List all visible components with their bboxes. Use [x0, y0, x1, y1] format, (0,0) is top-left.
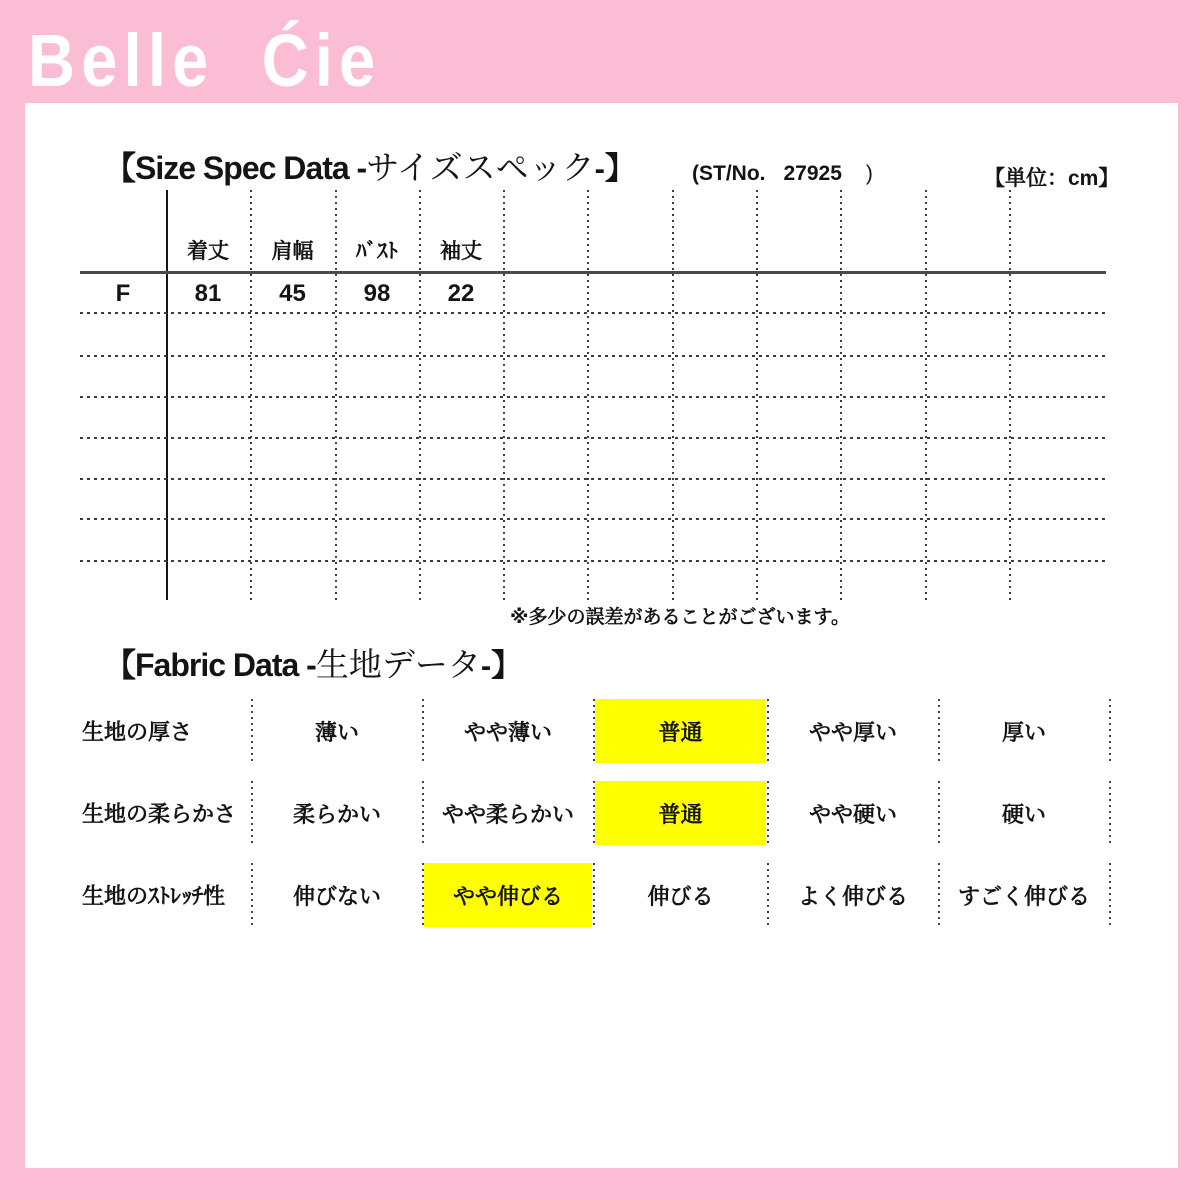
fabric-option: 伸びない: [292, 883, 381, 909]
size-title-en: 【Size Spec Data -: [104, 150, 367, 186]
separator: [1109, 781, 1111, 845]
gridline-horizontal: [80, 312, 1106, 314]
size-value-bust: 98: [363, 280, 391, 307]
gridline-vertical: [840, 190, 842, 600]
fabric-option: すごく伸びる: [957, 883, 1090, 909]
size-value-shoulder: 45: [279, 280, 306, 307]
fabric-option: よく伸びる: [797, 883, 908, 909]
style-number-value: 27925: [783, 162, 842, 185]
size-title-jp: サイズスペック: [366, 149, 595, 186]
gridline-vertical: [503, 190, 505, 600]
gridline-vertical: [1009, 190, 1011, 600]
fabric-option: やや柔らかい: [441, 801, 574, 827]
fabric-option: 伸びる: [647, 883, 714, 909]
fabric-option-selected: やや伸びる: [424, 863, 592, 927]
fabric-row-stretch: [0, 863, 1200, 927]
size-section-title: [104, 142, 636, 189]
column-header-length: 着丈: [187, 240, 229, 263]
fabric-section-title: [104, 639, 522, 686]
column-header-bust: ﾊﾞｽﾄ: [356, 240, 398, 263]
separator: [1109, 863, 1111, 927]
fabric-option: やや硬い: [808, 801, 897, 827]
style-number-close: ): [865, 162, 873, 185]
fabric-title-en: 【Fabric Data -: [104, 647, 316, 683]
column-header-sleeve: 袖丈: [440, 240, 482, 263]
size-value-sleeve: 22: [447, 280, 475, 307]
gridline-horizontal: [80, 396, 1106, 398]
fabric-row-thickness: [0, 699, 1200, 763]
gridline-horizontal: [80, 560, 1106, 562]
fabric-title-jp: 生地データ: [315, 646, 481, 683]
style-number: [692, 162, 873, 186]
fabric-row-label: 生地の柔らかさ: [82, 801, 237, 827]
fabric-option: 硬い: [1001, 801, 1046, 827]
brand-logo: Belle Ćie: [28, 19, 382, 102]
gridline-horizontal: [80, 518, 1106, 520]
unit-label: 【単位：cm】: [984, 167, 1120, 190]
gridline-horizontal: [80, 355, 1106, 357]
column-header-shoulder: 肩幅: [271, 240, 314, 263]
size-value-length: 81: [194, 280, 222, 307]
size-title-close: -】: [594, 151, 636, 186]
gridline-vertical: [672, 190, 674, 600]
fabric-row-softness: [0, 781, 1200, 845]
tolerance-note: ※多少の誤差があることがございます。: [510, 607, 850, 628]
gridline-horizontal-solid: [80, 271, 1106, 274]
fabric-option: 薄い: [314, 719, 359, 745]
gridline-horizontal: [80, 437, 1106, 439]
style-number-label: (ST/No.: [692, 162, 766, 185]
fabric-title-close: -】: [480, 648, 523, 683]
fabric-option-selected: 普通: [595, 699, 766, 763]
fabric-row-label: 生地の厚さ: [82, 719, 193, 745]
gridline-vertical: [756, 190, 758, 600]
fabric-row-label: 生地のｽﾄﾚｯﾁ性: [82, 883, 226, 909]
fabric-option: やや厚い: [808, 719, 897, 745]
fabric-option: やや薄い: [463, 719, 552, 745]
size-row-label: F: [115, 280, 131, 307]
gridline-vertical: [587, 190, 589, 600]
gridline-vertical: [925, 190, 927, 600]
fabric-option: 厚い: [1001, 719, 1046, 745]
fabric-option-selected: 普通: [595, 781, 766, 845]
fabric-option: 柔らかい: [292, 801, 381, 827]
gridline-horizontal: [80, 478, 1106, 480]
separator: [1109, 699, 1111, 763]
